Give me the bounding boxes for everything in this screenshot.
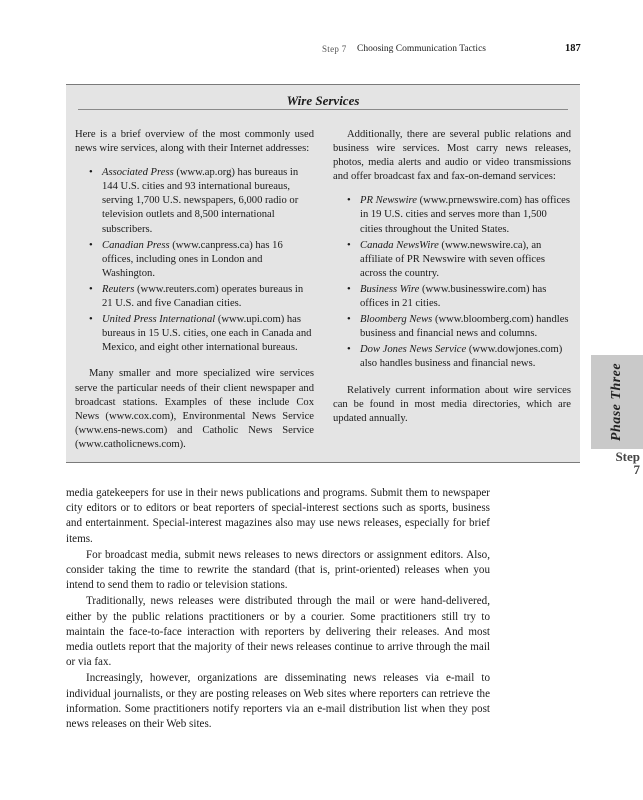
list-item: • Bloomberg News (www.bloomberg.com) handles business and financial news and columns. [347, 314, 569, 340]
list-item: • Business Wire (www.businesswire.com) has offices in 21 cities. [347, 283, 547, 310]
bullet-icon: • [347, 195, 351, 207]
sidebar-right-column [333, 128, 571, 426]
wire-services-sidebar [66, 84, 580, 463]
step-marker [596, 450, 640, 476]
list-item: • Reuters (www.reuters.com) operates bureaus in 21 U.S. and five Canadian cities. [89, 283, 304, 310]
bullet-icon: • [347, 344, 351, 356]
running-head-chapter-title: Choosing Communication Tactics [357, 44, 486, 54]
bullet-icon: • [347, 239, 351, 251]
step-number: 7 [633, 462, 640, 477]
running-head-step: Step 7 [322, 44, 347, 54]
sidebar-top-rule [66, 84, 580, 85]
body-text [66, 486, 490, 733]
bullet-icon: • [347, 283, 351, 295]
right-intro: Additionally, there are several public relations and business wire services. Most carry news releases, photos, media alerts and audio or video transmissions and offer broadcast fax and fax-on-demand services: [333, 129, 571, 183]
running-head [0, 44, 643, 58]
list-item: • United Press International (www.upi.com) has bureaus in 15 U.S. cities, one each in Canada and Mexico, and eight other international bureaus. [89, 314, 312, 354]
phase-label: Phase Three [609, 362, 624, 442]
sidebar-bottom-rule [66, 462, 580, 463]
business-wire-list [333, 194, 571, 371]
right-closing: Relatively current information about wire services can be found in most media directories, which are updated annually. [333, 384, 571, 424]
step-word: Step [615, 449, 640, 464]
list-item: • Canada NewsWire (www.newswire.ca), an affiliate of PR Newswire with seven offices across the country. [347, 239, 545, 279]
list-item: • Associated Press (www.ap.org) has bureaus in 144 U.S. cities and 93 international bureaus, serving 1,700 U.S. newspapers, 6,000 radio or television outlets and 8,500 international subscribers. [89, 167, 299, 235]
list-item: • PR Newswire (www.prnewswire.com) has offices in 19 U.S. cities and serves more than 1,500 cities throughout the United States. [347, 195, 570, 235]
bullet-icon: • [89, 283, 93, 295]
page-number: 187 [565, 43, 581, 54]
bullet-icon: • [89, 167, 93, 179]
phase-tab [591, 355, 643, 449]
bullet-icon: • [89, 239, 93, 251]
bullet-icon: • [89, 314, 93, 326]
sidebar-title-rule [78, 109, 568, 110]
sidebar-left-column [75, 128, 314, 452]
body-paragraph: media gatekeepers for use in their news publications and programs. Submit them to newspaper city editors or to editors or beat reporters of special-interest sections such as sports, business and entertainment. Special-interest magazines also may use news releases, especially for brief items. [66, 487, 490, 545]
body-paragraph: For broadcast media, submit news releases to news directors or assignment editors. Also, consider taking the time to rewrite the standard (that is, print-oriented) releases when you intend to send them to radio or television stations. [66, 548, 490, 592]
news-wire-list [75, 166, 314, 355]
left-closing: Many smaller and more specialized wire services serve the particular needs of their client newspaper and broadcast stations. Examples of these include Cox News (www.cox.com), Environmental News Service (www.ens-news.com) and Catholic News Service (www.catholicnews.com). [75, 368, 314, 450]
left-intro: Here is a brief overview of the most commonly used news wire services, along with their Internet addresses: [75, 129, 314, 155]
body-paragraph: Increasingly, however, organizations are disseminating news releases via e-mail to individual journalists, or they are posting releases on Web sites where reporters can retrieve the information. Some practitioners notify reporters via an e-mail distribution list when they post news releases on their Web sites. [66, 672, 490, 731]
body-paragraph: Traditionally, news releases were distributed through the mail or were hand-delivered, either by the public relations practitioners or by a courier. Some practitioners still try to maintain the face-to-face interaction with reporters by delivering their releases. And most media outlets report that the majority of their news releases continue to arrive through the mail or via fax. [66, 595, 490, 669]
list-item: • Dow Jones News Service (www.dowjones.com) also handles business and financial news. [347, 344, 563, 370]
bullet-icon: • [347, 314, 351, 326]
list-item: • Canadian Press (www.canpress.ca) has 16 offices, including ones in London and Washington. [89, 239, 283, 279]
sidebar-title: Wire Services [286, 93, 360, 108]
